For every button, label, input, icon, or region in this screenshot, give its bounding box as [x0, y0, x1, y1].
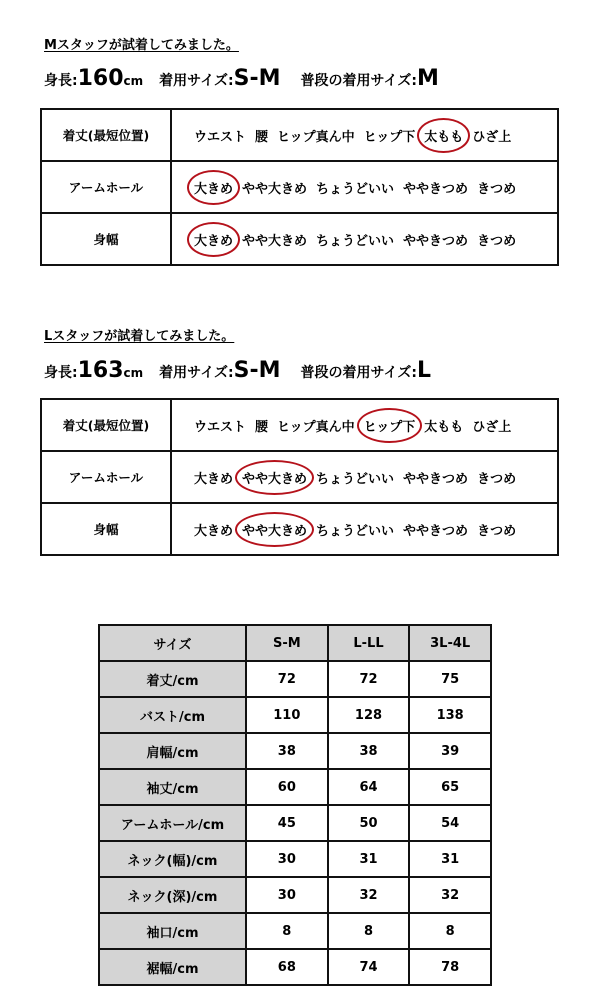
size-value: 8 — [409, 913, 491, 949]
fit-option: ヒップ真ん中 — [277, 129, 355, 145]
fit-option-selected: やや大きめ — [242, 520, 307, 539]
fit-row-label: 身幅 — [41, 503, 171, 555]
size-value: 8 — [328, 913, 410, 949]
size-value: 45 — [246, 805, 328, 841]
size-row-label: 袖丈/cm — [99, 769, 246, 805]
fit-options — [171, 161, 558, 213]
size-chart-corner: サイズ — [99, 625, 246, 661]
fit-option: ウエスト — [194, 129, 247, 145]
size-row-label: ネック(幅)/cm — [99, 841, 246, 877]
fit-row — [41, 161, 558, 213]
fit-row — [41, 109, 558, 161]
size-row — [99, 949, 491, 985]
size-row-label: 裾幅/cm — [99, 949, 246, 985]
size-value: 30 — [246, 841, 328, 877]
size-col-header: 3L-4L — [409, 625, 491, 661]
fit-option: 腰 — [255, 419, 269, 435]
size-chart-table — [98, 624, 492, 986]
size-row-label: 袖口/cm — [99, 913, 246, 949]
fit-row-label: 着丈(最短位置) — [41, 399, 171, 451]
fit-option: ややきつめ — [403, 471, 469, 487]
fit-row-label: 身幅 — [41, 213, 171, 265]
fit-row-label: アームホール — [41, 161, 171, 213]
staff-m-heading: Mスタッフが試着してみました。 — [44, 38, 239, 53]
fit-option: ヒップ真ん中 — [277, 419, 355, 435]
worn-size-label: 着用サイズ: — [159, 73, 234, 89]
fit-row — [41, 451, 558, 503]
fit-row — [41, 503, 558, 555]
fit-option: ややきつめ — [403, 233, 469, 249]
size-value: 31 — [328, 841, 410, 877]
size-value: 72 — [246, 661, 328, 697]
size-value: 50 — [328, 805, 410, 841]
size-row-label: アームホール/cm — [99, 805, 246, 841]
size-row-label: 着丈/cm — [99, 661, 246, 697]
fit-options — [171, 109, 558, 161]
size-value: 32 — [409, 877, 491, 913]
usual-size-value: M — [417, 66, 439, 91]
usual-size-label: 普段の着用サイズ: — [300, 365, 418, 381]
size-row — [99, 913, 491, 949]
fit-options — [171, 213, 558, 265]
fit-option-selected: ヒップ下 — [364, 416, 416, 435]
size-value: 30 — [246, 877, 328, 913]
size-col-header: L-LL — [328, 625, 410, 661]
fit-options — [171, 503, 558, 555]
size-value: 60 — [246, 769, 328, 805]
size-row — [99, 697, 491, 733]
fit-options — [171, 451, 558, 503]
size-value: 39 — [409, 733, 491, 769]
height-unit: cm — [123, 366, 144, 380]
size-col-header: S-M — [246, 625, 328, 661]
size-value: 68 — [246, 949, 328, 985]
worn-size-value: S-M — [233, 66, 281, 91]
size-value: 72 — [328, 661, 410, 697]
fit-option-selected: 大きめ — [194, 178, 233, 197]
fit-option: 太もも — [424, 419, 464, 435]
staff-l-fit-table — [40, 398, 559, 556]
size-row-label: 肩幅/cm — [99, 733, 246, 769]
size-row — [99, 877, 491, 913]
size-value: 54 — [409, 805, 491, 841]
size-value: 32 — [328, 877, 410, 913]
fit-option: ちょうどいい — [316, 471, 395, 487]
height-unit: cm — [123, 74, 144, 88]
size-value: 128 — [328, 697, 410, 733]
fit-option: ひざ上 — [472, 419, 512, 435]
fit-option: 大きめ — [194, 471, 234, 487]
size-value: 74 — [328, 949, 410, 985]
size-value: 65 — [409, 769, 491, 805]
size-row — [99, 841, 491, 877]
fit-option: きつめ — [477, 181, 517, 197]
fit-options — [171, 399, 558, 451]
fit-option: ちょうどいい — [316, 523, 395, 539]
fit-option: ウエスト — [194, 419, 247, 435]
size-row — [99, 769, 491, 805]
height-label: 身長: — [44, 365, 78, 381]
worn-size-value: S-M — [233, 358, 281, 383]
fit-option: 大きめ — [194, 523, 234, 539]
fit-option: きつめ — [477, 471, 517, 487]
fit-option: ちょうどいい — [316, 233, 395, 249]
fit-option: ややきつめ — [403, 523, 469, 539]
usual-size-value: L — [417, 358, 432, 383]
fit-row — [41, 399, 558, 451]
fit-option: きつめ — [477, 233, 517, 249]
size-value: 8 — [246, 913, 328, 949]
size-value: 138 — [409, 697, 491, 733]
staff-l-stats — [44, 358, 431, 383]
staff-m-stats — [44, 66, 439, 91]
size-chart-header-row — [99, 625, 491, 661]
fit-option: ややきつめ — [403, 181, 469, 197]
fit-option: きつめ — [477, 523, 517, 539]
size-row-label: ネック(深)/cm — [99, 877, 246, 913]
size-value: 64 — [328, 769, 410, 805]
fit-option: やや大きめ — [242, 233, 308, 249]
fit-row-label: アームホール — [41, 451, 171, 503]
fit-option: ひざ上 — [472, 129, 512, 145]
size-value: 38 — [246, 733, 328, 769]
size-row — [99, 805, 491, 841]
staff-m-fit-table — [40, 108, 559, 266]
size-row — [99, 733, 491, 769]
fit-option: やや大きめ — [242, 181, 308, 197]
usual-size-label: 普段の着用サイズ: — [300, 73, 418, 89]
fit-option: 腰 — [255, 129, 269, 145]
fit-option-selected: やや大きめ — [242, 468, 307, 487]
size-value: 110 — [246, 697, 328, 733]
staff-l-heading: Lスタッフが試着してみました。 — [44, 329, 235, 344]
size-row-label: バスト/cm — [99, 697, 246, 733]
size-value: 78 — [409, 949, 491, 985]
size-value: 38 — [328, 733, 410, 769]
fit-option-selected: 大きめ — [194, 230, 233, 249]
fit-option: ちょうどいい — [316, 181, 395, 197]
worn-size-label: 着用サイズ: — [159, 365, 234, 381]
fit-row — [41, 213, 558, 265]
fit-option-selected: 太もも — [424, 126, 463, 145]
size-value: 75 — [409, 661, 491, 697]
size-value: 31 — [409, 841, 491, 877]
height-label: 身長: — [44, 73, 78, 89]
size-row — [99, 661, 491, 697]
fit-option: ヒップ下 — [363, 129, 416, 145]
fit-row-label: 着丈(最短位置) — [41, 109, 171, 161]
height-value: 160 — [77, 66, 124, 91]
height-value: 163 — [77, 358, 124, 383]
